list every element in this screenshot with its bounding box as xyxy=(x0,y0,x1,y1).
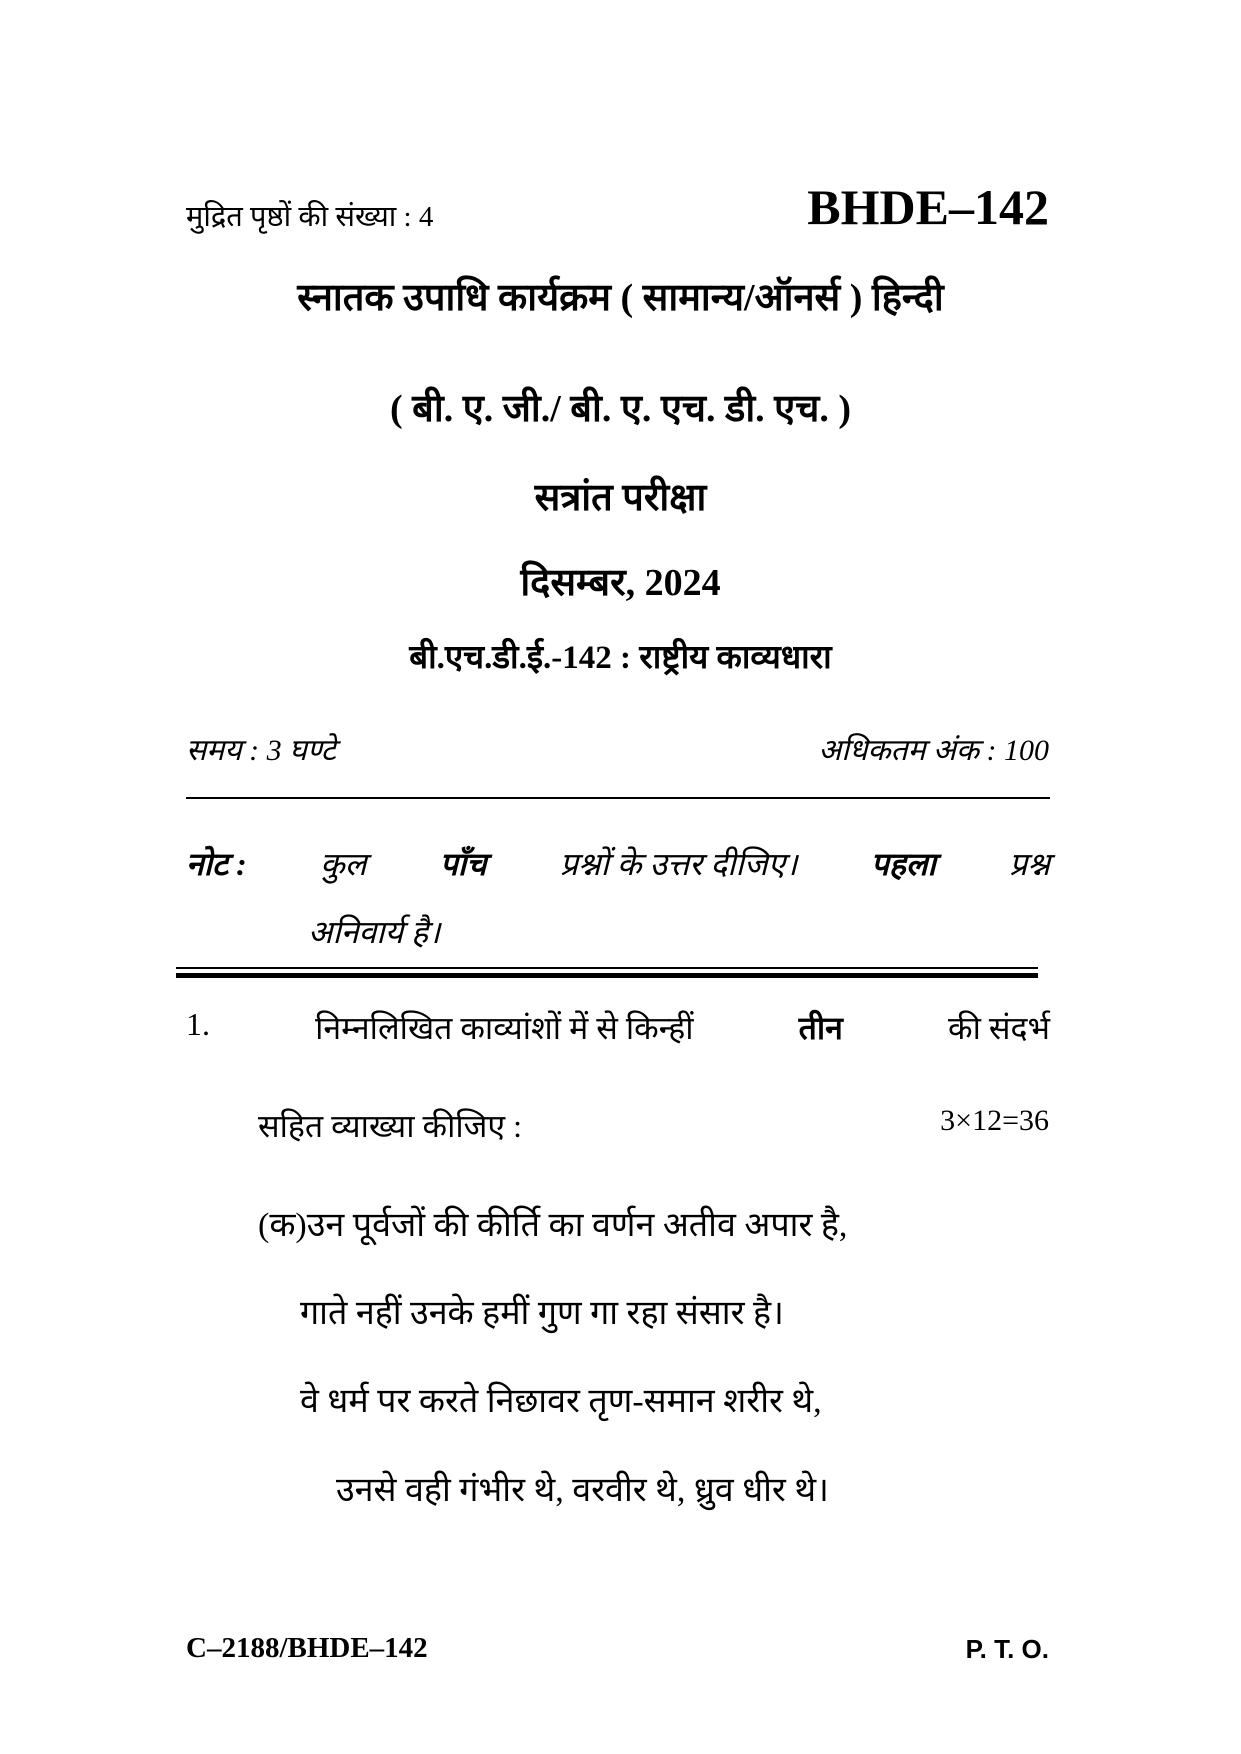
question-number: 1. xyxy=(186,1006,210,1042)
maximum-marks: अधिकतम अंक : 100 xyxy=(818,734,1049,767)
exam-title: सत्रांत परीक्षा xyxy=(534,477,707,519)
course-code: BHDE–142 xyxy=(807,179,1049,235)
passage-label: (क) xyxy=(258,1207,307,1244)
note-bold: पहला xyxy=(870,846,936,882)
please-turn-over: P. T. O. xyxy=(965,1634,1049,1664)
note-text: प्रश्न xyxy=(1009,846,1050,882)
question-text: की संदर्भ xyxy=(948,1010,1050,1046)
question-1 xyxy=(186,1006,1050,1049)
time-allowed: समय : 3 घण्टे xyxy=(186,734,336,767)
passage-line-2: गाते नहीं उनके हमीं गुण गा रहा संसार है। xyxy=(300,1295,784,1332)
double-rule-thick xyxy=(176,973,1038,978)
question-line-2: सहित व्याख्या कीजिए : xyxy=(258,1108,522,1144)
double-rule-thin xyxy=(176,967,1038,969)
programme-abbreviation: ( बी. ए. जी./ बी. ए. एच. डी. एच. ) xyxy=(390,388,851,430)
exam-session: दिसम्बर, 2024 xyxy=(520,562,721,604)
question-text: निम्नलिखित काव्यांशों में से किन्हीं xyxy=(315,1010,694,1046)
question-marks: 3×12=36 xyxy=(940,1104,1049,1137)
programme-title: स्नातक उपाधि कार्यक्रम ( सामान्य/ऑनर्स ) हिन्दी xyxy=(297,277,944,319)
note-text: कुल xyxy=(320,846,367,882)
passage-text: उन पूर्वजों की कीर्ति का वर्णन अतीव अपार है, xyxy=(306,1207,848,1244)
divider xyxy=(186,797,1050,799)
passage-line-3: वे धर्म पर करते निछावर तृण-समान शरीर थे, xyxy=(300,1383,822,1420)
note-bold: पाँच xyxy=(439,846,487,882)
footer-code: C–2188/BHDE–142 xyxy=(186,1632,428,1664)
note-label: नोट : xyxy=(186,846,247,882)
note-line-2: अनिवार्य है। xyxy=(308,914,441,950)
question-bold: तीन xyxy=(798,1010,843,1046)
printed-pages-count: मुद्रित पृष्ठों की संख्या : 4 xyxy=(186,201,434,233)
instruction-note xyxy=(186,842,1050,885)
passage-line-1 xyxy=(258,1200,847,1246)
paper-title: बी.एच.डी.ई.-142 : राष्ट्रीय काव्यधारा xyxy=(409,640,832,676)
note-text: प्रश्नों के उत्तर दीजिए। xyxy=(559,846,798,882)
passage-line-4: उनसे वही गंभीर थे, वरवीर थे, ध्रुव धीर थे। xyxy=(336,1472,829,1509)
